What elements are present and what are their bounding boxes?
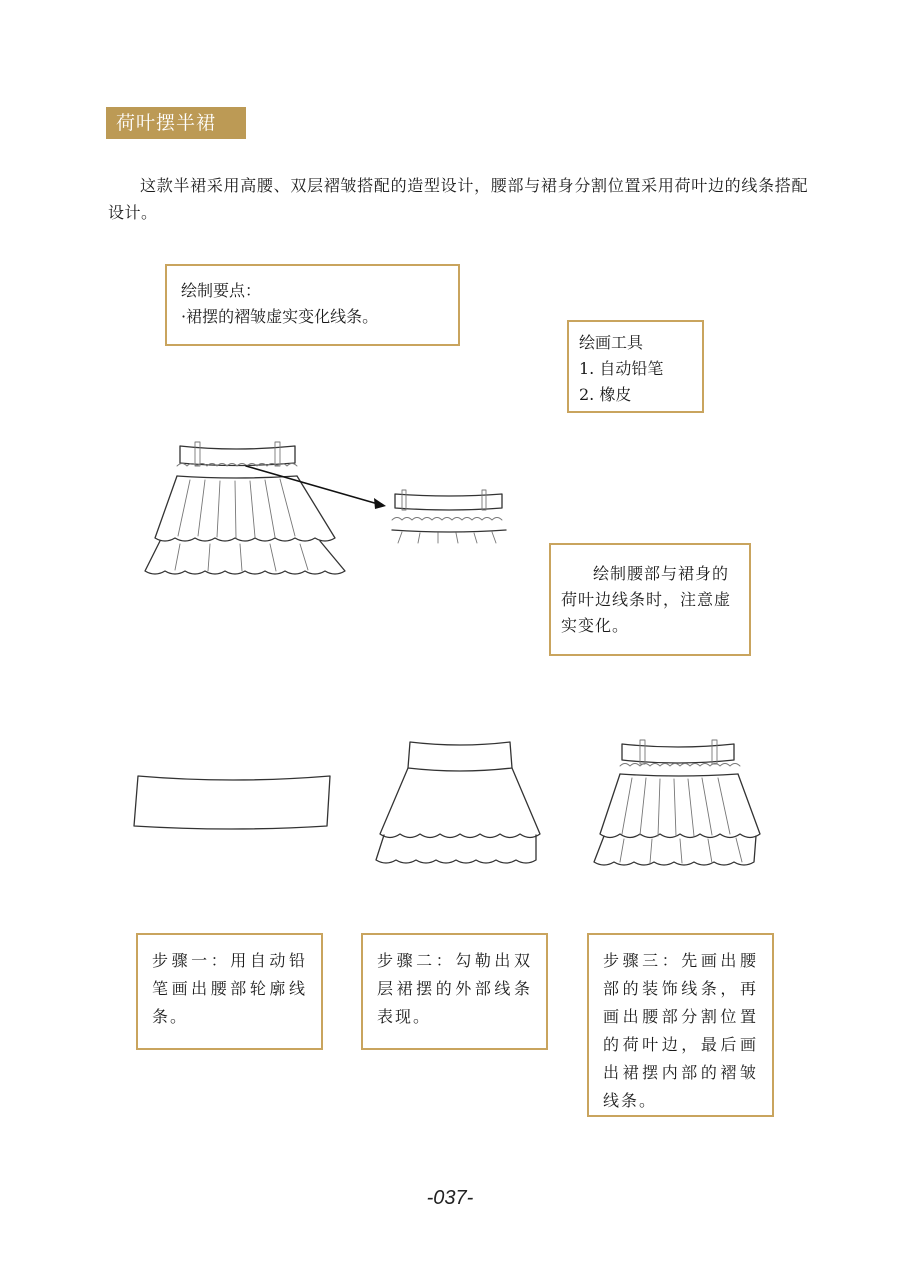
ruffle-note-box — [549, 543, 751, 656]
page-number: -037- — [426, 1187, 474, 1209]
tools-heading: 绘画工具 — [579, 333, 644, 352]
drawing-tips-box — [165, 264, 460, 346]
step3-complete-illustration — [590, 738, 770, 878]
tools-item: 2. 橡皮 — [579, 385, 632, 404]
intro-paragraph: 这款半裙采用高腰、双层褶皱搭配的造型设计，腰部与裙身分割位置采用荷叶边的线条搭配设计。 — [108, 176, 808, 222]
tips-heading: 绘制要点： — [181, 281, 262, 300]
ruffle-note-text: 绘制腰部与裙身的荷叶边线条时，注意虚实变化。 — [561, 564, 732, 635]
step2-outline-illustration — [372, 738, 552, 878]
tools-item: 1. 自动铅笔 — [579, 359, 664, 378]
tips-item: ·裙摆的褶皱虚实变化线条。 — [181, 307, 379, 326]
step-three-text: 步骤三：先画出腰部的装饰线条，再画出腰部分割位置的荷叶边，最后画出裙摆内部的褶皱线条。 — [603, 951, 758, 1110]
step-three-box — [587, 933, 774, 1117]
step-two-box — [361, 933, 548, 1050]
section-title: 荷叶摆半裙 — [106, 107, 246, 139]
step1-waistband-illustration — [132, 770, 337, 840]
drawing-tools-box — [567, 320, 704, 413]
skirt-main-illustration — [140, 436, 540, 596]
step-one-text: 步骤一：用自动铅笔画出腰部轮廓线条。 — [152, 951, 307, 1026]
step-one-box — [136, 933, 323, 1050]
step-two-text: 步骤二：勾勒出双层裙摆的外部线条表现。 — [377, 951, 532, 1026]
